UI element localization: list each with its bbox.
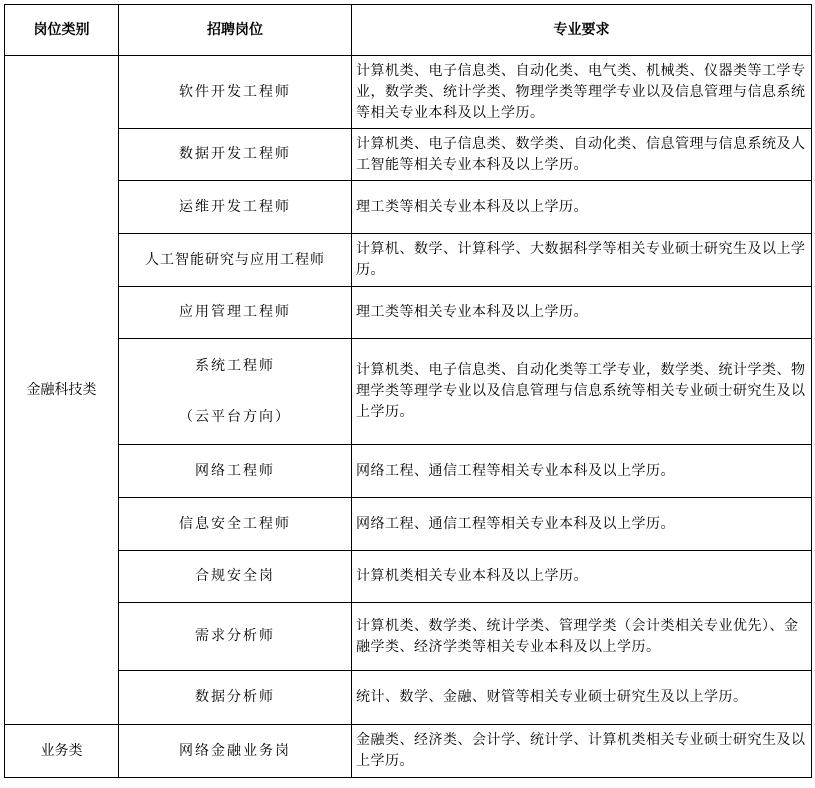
category-cell-fintech: 金融科技类 bbox=[5, 56, 119, 725]
requirement-cell: 计算机类相关专业本科及以上学历。 bbox=[352, 551, 812, 603]
requirement-cell: 统计、数学、金融、财管等相关专业硕士研究生及以上学历。 bbox=[352, 671, 812, 725]
table-row bbox=[5, 339, 812, 445]
table-row bbox=[5, 129, 812, 181]
requirement-cell: 网络工程、通信工程等相关专业本科及以上学历。 bbox=[352, 498, 812, 551]
position-note: （云平台方向） bbox=[179, 408, 291, 425]
position-cell: 人工智能研究与应用工程师 bbox=[119, 234, 352, 287]
header-category: 岗位类别 bbox=[5, 5, 119, 56]
requirement-cell: 计算机类、电子信息类、自动化类等工学专业，数学类、统计学类、物理学类等理学专业以及信息管理与信息系统等相关专业硕士研究生及以上学历。 bbox=[352, 339, 812, 445]
table-row bbox=[5, 498, 812, 551]
requirement-cell: 金融类、经济类、会计学、统计学、计算机类相关专业硕士研究生及以上学历。 bbox=[352, 725, 812, 778]
header-requirement: 专业要求 bbox=[352, 5, 812, 56]
requirement-cell: 理工类等相关专业本科及以上学历。 bbox=[352, 181, 812, 234]
position-cell: 合规安全岗 bbox=[119, 551, 352, 603]
header-position: 招聘岗位 bbox=[119, 5, 352, 56]
requirement-cell: 网络工程、通信工程等相关专业本科及以上学历。 bbox=[352, 445, 812, 498]
position-title: 系统工程师 bbox=[195, 357, 275, 374]
position-cell: 软件开发工程师 bbox=[119, 56, 352, 129]
table-row bbox=[5, 287, 812, 339]
position-cell: 应用管理工程师 bbox=[119, 287, 352, 339]
position-cell: 网络工程师 bbox=[119, 445, 352, 498]
position-cell: 网络金融业务岗 bbox=[119, 725, 352, 778]
table-row bbox=[5, 671, 812, 725]
table-row bbox=[5, 551, 812, 603]
table-row bbox=[5, 725, 812, 778]
category-cell-business: 业务类 bbox=[5, 725, 119, 778]
requirement-cell: 计算机类、数学类、统计学类、管理学类（会计类相关专业优先）、金融学类、经济学类等相关专业本科及以上学历。 bbox=[352, 603, 812, 671]
position-cell bbox=[119, 339, 352, 445]
requirement-cell: 计算机、数学、计算科学、大数据科学等相关专业硕士研究生及以上学历。 bbox=[352, 234, 812, 287]
recruitment-table bbox=[4, 4, 812, 778]
requirement-cell: 计算机类、电子信息类、自动化类、电气类、机械类、仪器类等工学专业，数学类、统计学类、物理学类等理学专业以及信息管理与信息系统等相关专业本科及以上学历。 bbox=[352, 56, 812, 129]
position-cell: 需求分析师 bbox=[119, 603, 352, 671]
position-cell: 信息安全工程师 bbox=[119, 498, 352, 551]
header-row bbox=[5, 5, 812, 56]
requirement-cell: 理工类等相关专业本科及以上学历。 bbox=[352, 287, 812, 339]
table-row bbox=[5, 445, 812, 498]
requirement-cell: 计算机类、电子信息类、数学类、自动化类、信息管理与信息系统及人工智能等相关专业本科及以上学历。 bbox=[352, 129, 812, 181]
table-row bbox=[5, 56, 812, 129]
table-row bbox=[5, 181, 812, 234]
position-cell: 数据开发工程师 bbox=[119, 129, 352, 181]
position-cell: 数据分析师 bbox=[119, 671, 352, 725]
table-row bbox=[5, 603, 812, 671]
position-cell: 运维开发工程师 bbox=[119, 181, 352, 234]
table-row bbox=[5, 234, 812, 287]
